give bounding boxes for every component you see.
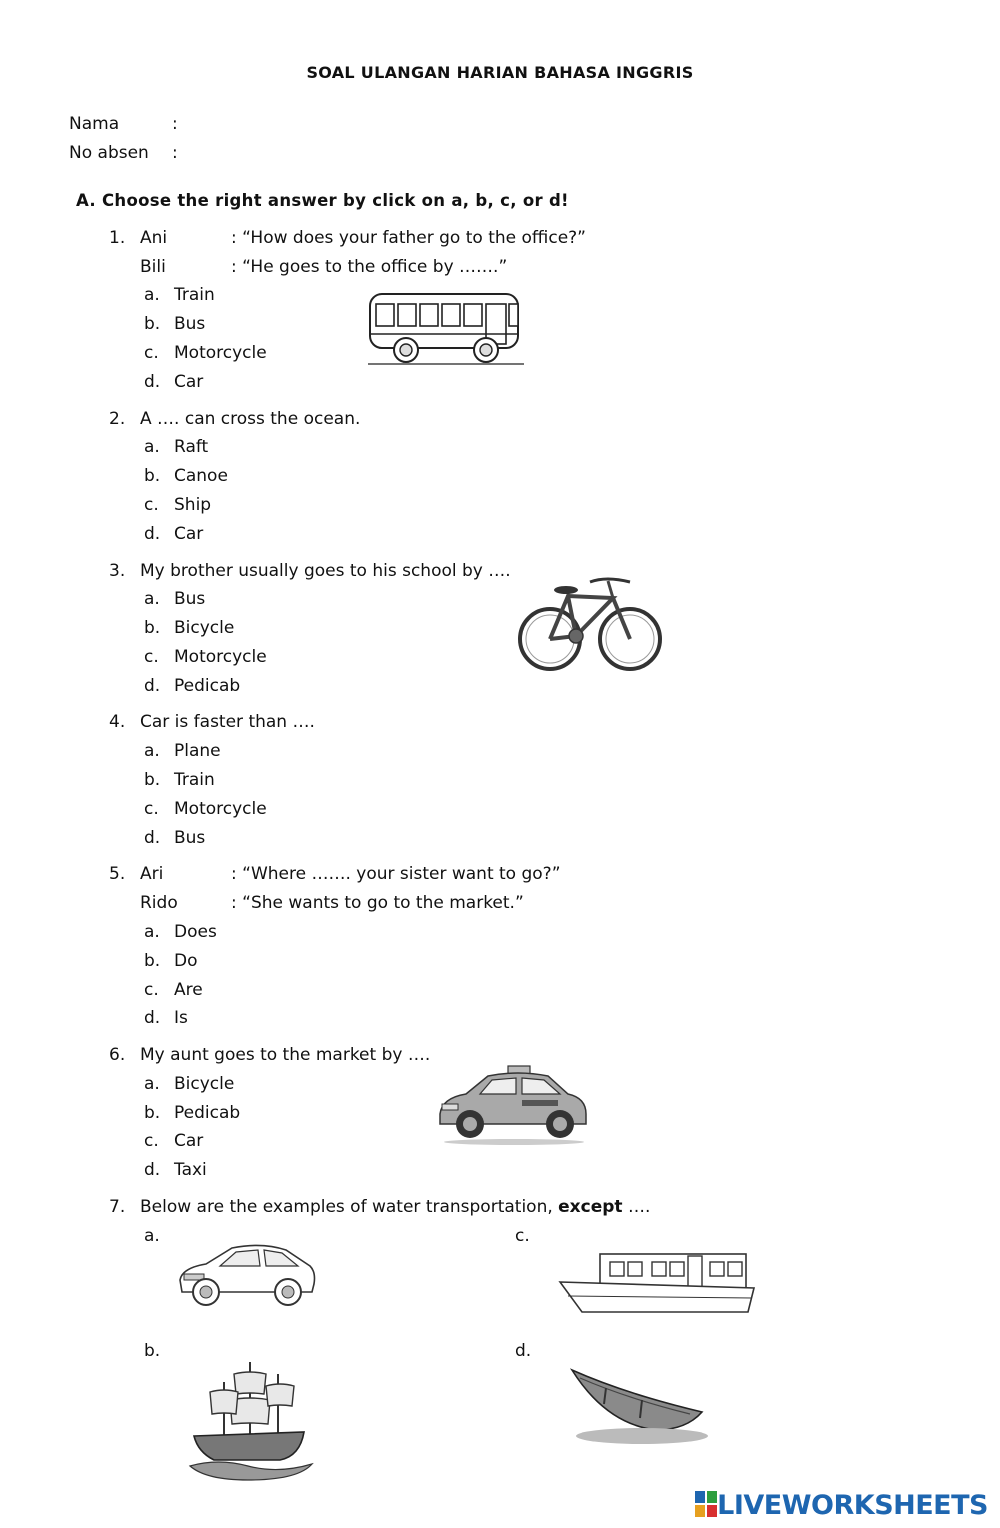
option-text[interactable]: Is — [174, 1008, 188, 1028]
bicycle-illustration — [518, 576, 664, 676]
option-letter[interactable]: b. — [144, 314, 161, 334]
liveworksheets-logo-icon — [695, 1491, 717, 1517]
option-letter[interactable]: b. — [144, 466, 161, 486]
dialogue-line: : “Where ……. your sister want to go?” — [231, 864, 561, 884]
houseboat-illustration[interactable] — [558, 1250, 756, 1316]
dialogue-line: : “She wants to go to the market.” — [231, 893, 524, 913]
option-text[interactable]: Plane — [174, 741, 221, 761]
option-text[interactable]: Taxi — [174, 1160, 207, 1180]
option-letter-a[interactable]: a. — [144, 1226, 160, 1246]
option-letter[interactable]: b. — [144, 618, 161, 638]
option-letter[interactable]: a. — [144, 437, 160, 457]
question-text: Car is faster than …. — [140, 712, 315, 732]
question-emphasis: except — [558, 1197, 623, 1217]
option-letter-c[interactable]: c. — [515, 1226, 530, 1246]
option-text[interactable]: Bicycle — [174, 618, 235, 638]
option-text[interactable]: Bicycle — [174, 1074, 235, 1094]
absen-colon: : — [172, 143, 178, 163]
question-text: My brother usually goes to his school by …. — [140, 561, 511, 581]
option-text[interactable]: Ship — [174, 495, 212, 515]
option-text[interactable]: Car — [174, 372, 204, 392]
option-letter[interactable]: d. — [144, 372, 161, 392]
name-label: Nama — [69, 114, 120, 134]
option-text[interactable]: Train — [174, 770, 215, 790]
dialogue-line: : “How does your father go to the office?” — [231, 228, 586, 248]
option-letter[interactable]: d. — [144, 1008, 161, 1028]
option-text[interactable]: Train — [174, 285, 215, 305]
option-text[interactable]: Pedicab — [174, 676, 241, 696]
question-number: 5. — [109, 864, 126, 884]
option-text[interactable]: Do — [174, 951, 198, 971]
option-letter[interactable]: c. — [144, 1131, 159, 1151]
bus-illustration — [368, 292, 524, 366]
option-letter[interactable]: b. — [144, 770, 161, 790]
question-number: 2. — [109, 409, 126, 429]
page-title: SOAL ULANGAN HARIAN BAHASA INGGRIS — [306, 63, 694, 82]
name-colon: : — [172, 114, 178, 134]
liveworksheets-logo-text: LIVEWORKSHEETS — [717, 1490, 988, 1521]
absen-label: No absen — [69, 143, 149, 163]
rowboat-illustration[interactable] — [566, 1364, 708, 1448]
question-number: 1. — [109, 228, 126, 248]
speaker-name: Rido — [140, 893, 178, 913]
option-text[interactable]: Car — [174, 524, 204, 544]
dialogue-line: : “He goes to the office by …….” — [231, 257, 508, 277]
option-letter-d[interactable]: d. — [515, 1341, 532, 1361]
option-text[interactable]: Raft — [174, 437, 209, 457]
option-text[interactable]: Canoe — [174, 466, 228, 486]
question-text: My aunt goes to the market by …. — [140, 1045, 431, 1065]
option-text[interactable]: Motorcycle — [174, 799, 267, 819]
question-number: 3. — [109, 561, 126, 581]
question-text: Below are the examples of water transportation, except …. — [140, 1197, 651, 1217]
option-letter[interactable]: d. — [144, 828, 161, 848]
option-letter[interactable]: c. — [144, 799, 159, 819]
option-letter[interactable]: a. — [144, 741, 160, 761]
option-text[interactable]: Bus — [174, 828, 206, 848]
option-letter[interactable]: b. — [144, 951, 161, 971]
option-letter-b[interactable]: b. — [144, 1341, 161, 1361]
option-text[interactable]: Are — [174, 980, 203, 1000]
option-text[interactable]: Bus — [174, 589, 206, 609]
option-text[interactable]: Motorcycle — [174, 647, 267, 667]
option-letter[interactable]: d. — [144, 676, 161, 696]
question-text: A …. can cross the ocean. — [140, 409, 361, 429]
option-letter[interactable]: b. — [144, 1103, 161, 1123]
question-number: 4. — [109, 712, 126, 732]
option-letter[interactable]: d. — [144, 1160, 161, 1180]
taxi-illustration — [436, 1064, 590, 1146]
section-instruction: A. Choose the right answer by click on a, b, c, or d! — [76, 191, 569, 210]
option-text[interactable]: Motorcycle — [174, 343, 267, 363]
speaker-name: Ani — [140, 228, 168, 248]
option-text[interactable]: Pedicab — [174, 1103, 241, 1123]
option-letter[interactable]: a. — [144, 1074, 160, 1094]
option-text[interactable]: Does — [174, 922, 217, 942]
question-number: 6. — [109, 1045, 126, 1065]
option-letter[interactable]: c. — [144, 980, 159, 1000]
option-letter[interactable]: a. — [144, 922, 160, 942]
option-letter[interactable]: a. — [144, 589, 160, 609]
option-letter[interactable]: c. — [144, 495, 159, 515]
sailing-ship-illustration[interactable] — [188, 1352, 318, 1484]
sports-car-illustration[interactable] — [176, 1240, 318, 1308]
question-number: 7. — [109, 1197, 126, 1217]
option-letter[interactable]: d. — [144, 524, 161, 544]
option-letter[interactable]: c. — [144, 647, 159, 667]
speaker-name: Ari — [140, 864, 164, 884]
option-letter[interactable]: c. — [144, 343, 159, 363]
option-letter[interactable]: a. — [144, 285, 160, 305]
option-text[interactable]: Bus — [174, 314, 206, 334]
liveworksheets-logo — [695, 1490, 988, 1521]
speaker-name: Bili — [140, 257, 166, 277]
option-text[interactable]: Car — [174, 1131, 204, 1151]
